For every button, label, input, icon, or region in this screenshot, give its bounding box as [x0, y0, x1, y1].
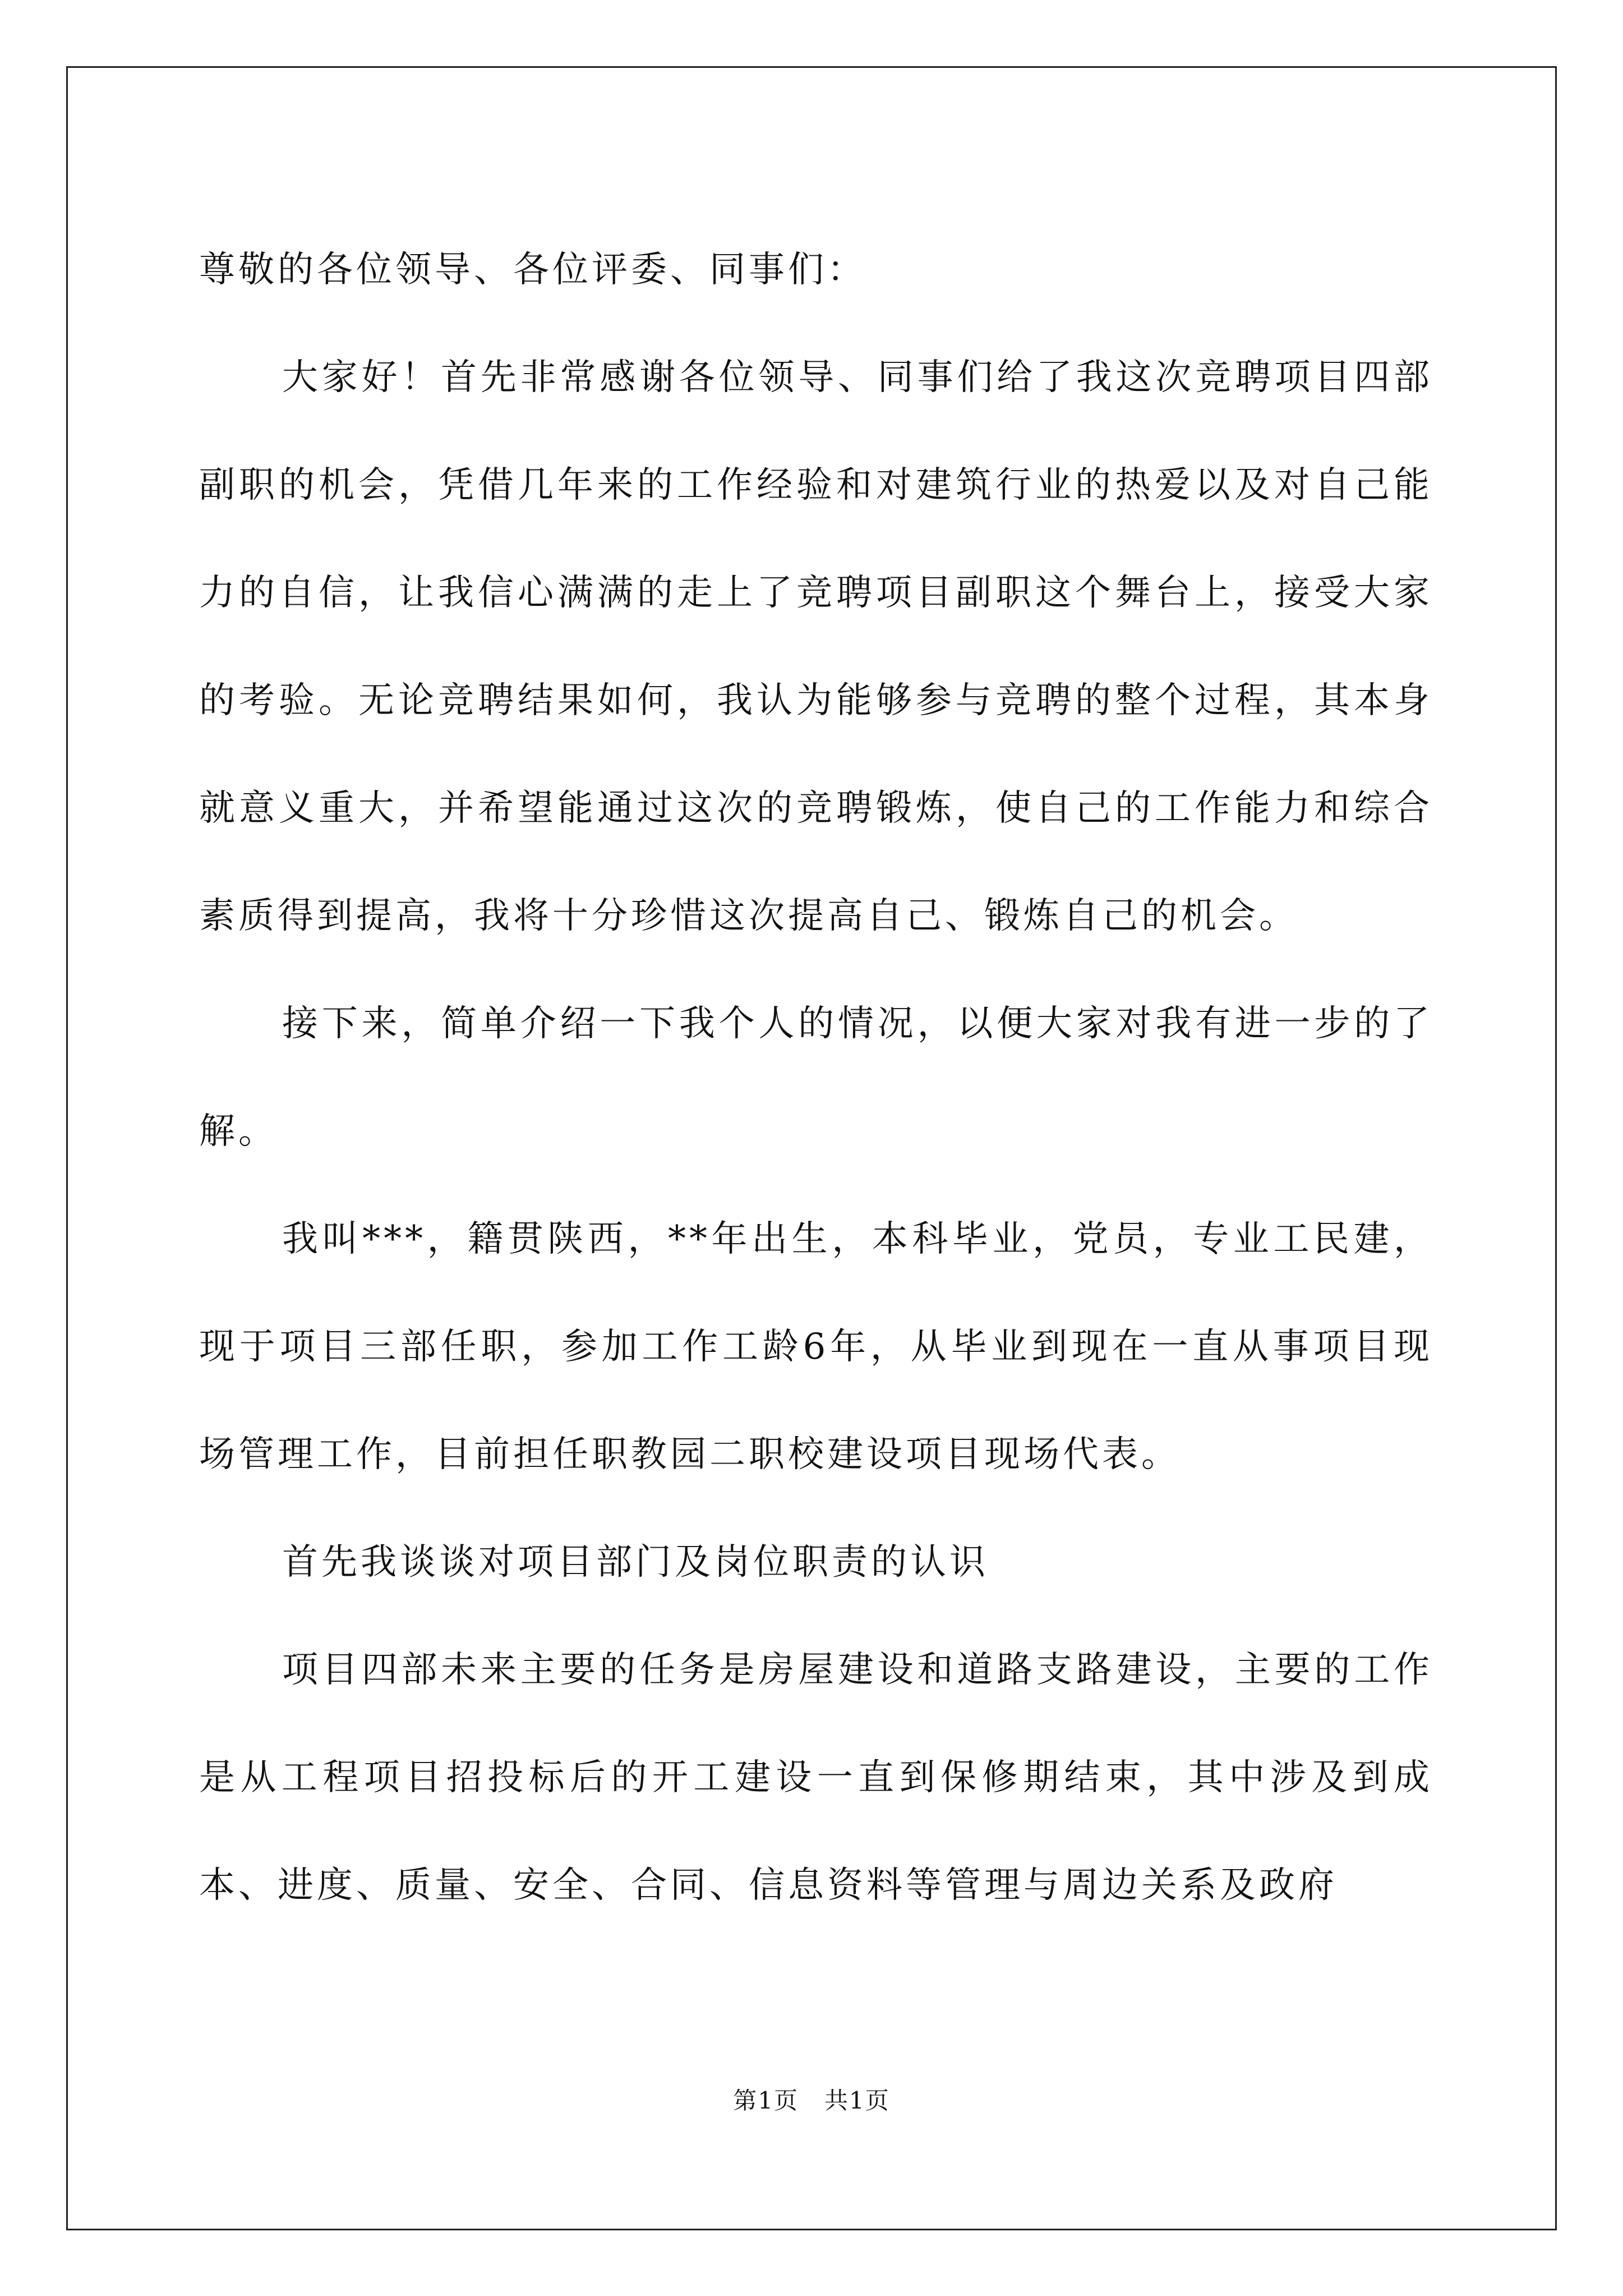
page-number: 第1页 [733, 2087, 799, 2114]
paragraph-section-heading: 首先我谈谈对项目部门及岗位职责的认识 [282, 1542, 989, 1583]
page-footer [0, 2082, 1623, 2116]
paragraph-transition: 接下来，简单介绍一下我个人的情况，以便大家对我有进一步的了解。 [199, 1003, 1433, 1152]
paragraph-self-introduction: 我叫***，籍贯陕西，**年出生，本科毕业，党员，专业工民建，现于项目三部任职，参加工作工龄6年，从毕业到现在一直从事项目现场管理工作，目前担任职教园二职校建设项目现场代表。 [199, 1218, 1433, 1475]
paragraph-intro: 大家好！首先非常感谢各位领导、同事们给了我这次竞聘项目四部副职的机会，凭借几年来的工作经验和对建筑行业的热爱以及对自己能力的自信，让我信心满满的走上了竞聘项目副职这个舞台上，接受大家的考验。无论竞聘结果如何，我认为能够参与竞聘的整个过程，其本身就意义重大，并希望能通过这次的竞聘锻炼，使自己的工作能力和综合素质得到提高，我将十分珍惜这次提高自己、锻炼自己的机会。 [199, 357, 1433, 937]
document-body [199, 216, 1433, 1939]
paragraph-department-tasks: 项目四部未来主要的任务是房屋建设和道路支路建设，主要的工作是从工程项目招投标后的开工建设一直到保修期结束，其中涉及到成本、进度、质量、安全、合同、信息资料等管理与周边关系及政府 [199, 1649, 1433, 1906]
salutation: 尊敬的各位领导、各位评委、同事们： [199, 249, 866, 291]
page-total: 共1页 [824, 2087, 890, 2114]
